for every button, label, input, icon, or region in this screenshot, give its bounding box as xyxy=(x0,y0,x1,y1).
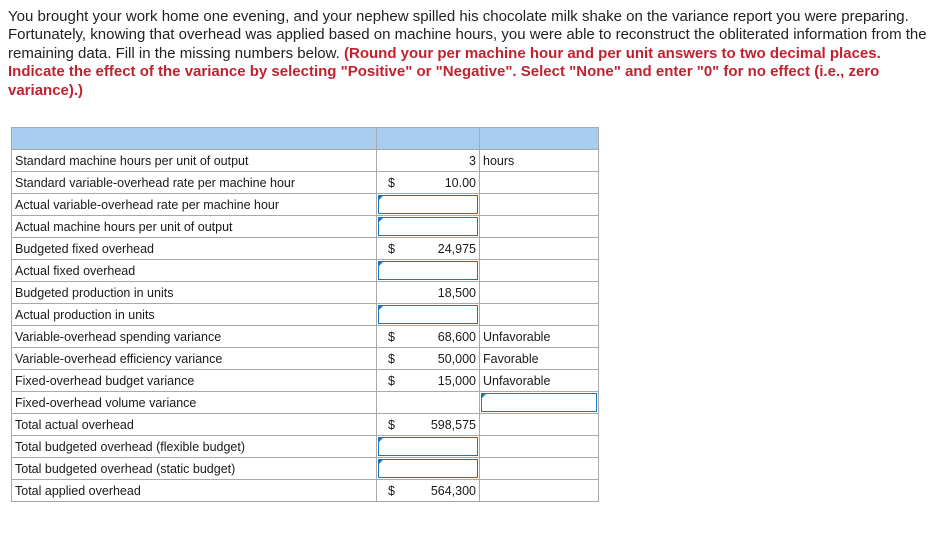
row-label: Variable-overhead spending variance xyxy=(12,326,377,348)
table-row xyxy=(12,304,599,326)
row-amount: 10.00 xyxy=(444,175,476,190)
row-amount: 598,575 xyxy=(430,417,476,432)
row-note: hours xyxy=(480,150,599,172)
row-label: Standard variable-overhead rate per machine hour xyxy=(12,172,377,194)
actual-machine-hours-input[interactable] xyxy=(378,217,478,236)
row-label: Actual variable-overhead rate per machine hour xyxy=(12,194,377,216)
row-label: Standard machine hours per unit of output xyxy=(12,150,377,172)
row-label: Actual machine hours per unit of output xyxy=(12,216,377,238)
question-body: You brought your work home one evening, and your nephew spilled his chocolate milk shake on the variance report you were preparing. Fortunately, knowing that overhead was applied based on machine hours, you were able to reconstruct the obliterated information from the remaining data. Fill in the missing numbers below. xyxy=(8,8,927,62)
table-row xyxy=(12,370,599,392)
row-note: Unfavorable xyxy=(480,326,599,348)
table-row xyxy=(12,216,599,238)
row-label: Total budgeted overhead (flexible budget) xyxy=(12,436,377,458)
table-row xyxy=(12,326,599,348)
row-amount: 564,300 xyxy=(430,483,476,498)
currency-symbol: $ xyxy=(388,351,395,366)
table-row xyxy=(12,260,599,282)
row-label: Total budgeted overhead (static budget) xyxy=(12,458,377,480)
row-amount: 3 xyxy=(377,150,480,172)
actual-variable-rate-input[interactable] xyxy=(378,195,478,214)
volume-variance-amount-cell[interactable] xyxy=(377,392,480,414)
row-label: Budgeted production in units xyxy=(12,282,377,304)
row-label: Total actual overhead xyxy=(12,414,377,436)
row-label: Actual fixed overhead xyxy=(12,260,377,282)
row-amount: 15,000 xyxy=(437,373,476,388)
row-note: Unfavorable xyxy=(480,370,599,392)
question-instructions: (Round your per machine hour and per unit answers to two decimal places. Indicate the effect of the variance by selecting "Positive" or "Negative". Select "None" and enter "0" for no effect (i.e., zero variance).) xyxy=(8,44,881,99)
table-row xyxy=(12,238,599,260)
table-row xyxy=(12,436,599,458)
volume-variance-effect-select[interactable] xyxy=(481,393,597,412)
table-row xyxy=(12,480,599,502)
table-row xyxy=(12,392,599,414)
row-label: Total applied overhead xyxy=(12,480,377,502)
table-row xyxy=(12,194,599,216)
currency-symbol: $ xyxy=(388,417,395,432)
row-amount: 18,500 xyxy=(377,282,480,304)
table-header-row xyxy=(12,128,599,150)
actual-production-input[interactable] xyxy=(378,305,478,324)
table-row xyxy=(12,348,599,370)
row-amount: 50,000 xyxy=(437,351,476,366)
header-cell-note xyxy=(480,128,599,150)
currency-symbol: $ xyxy=(388,373,395,388)
row-label: Variable-overhead efficiency variance xyxy=(12,348,377,370)
flexible-budget-overhead-input[interactable] xyxy=(378,437,478,456)
actual-fixed-overhead-input[interactable] xyxy=(378,261,478,280)
row-label: Fixed-overhead budget variance xyxy=(12,370,377,392)
table-row xyxy=(12,172,599,194)
row-amount: 68,600 xyxy=(437,329,476,344)
header-cell-label xyxy=(12,128,377,150)
currency-symbol: $ xyxy=(388,241,395,256)
variance-report-table xyxy=(11,127,599,502)
row-label: Fixed-overhead volume variance xyxy=(12,392,377,414)
row-label: Budgeted fixed overhead xyxy=(12,238,377,260)
table-row xyxy=(12,150,599,172)
row-label: Actual production in units xyxy=(12,304,377,326)
static-budget-overhead-input[interactable] xyxy=(378,459,478,478)
table-row xyxy=(12,282,599,304)
row-amount: 24,975 xyxy=(437,241,476,256)
table-row xyxy=(12,414,599,436)
row-note: Favorable xyxy=(480,348,599,370)
currency-symbol: $ xyxy=(388,175,395,190)
header-cell-amount xyxy=(377,128,480,150)
question-text xyxy=(8,8,936,100)
currency-symbol: $ xyxy=(388,483,395,498)
currency-symbol: $ xyxy=(388,329,395,344)
table-row xyxy=(12,458,599,480)
